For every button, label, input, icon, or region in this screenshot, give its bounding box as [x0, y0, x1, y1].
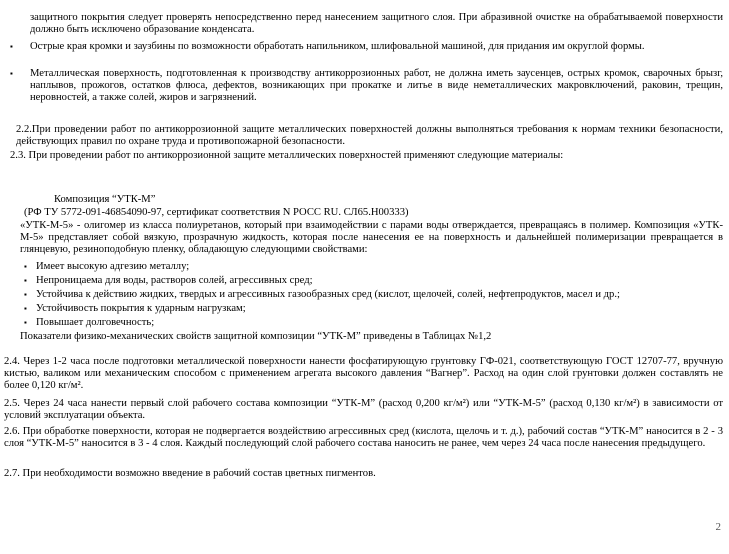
bullet-marker: ▪	[10, 42, 13, 51]
composition-certificate: (РФ ТУ 5772-091-46854090-97, сертификат соответствия N РОСС RU. СЛ65.Н00333)	[24, 207, 409, 218]
property-item: Повышает долговечность;	[36, 317, 155, 328]
property-item: Имеет высокую адгезию металлу;	[36, 261, 190, 272]
property-item: Устойчива к действию жидких, твердых и агрессивных газообразных сред (кислот, щелочей, солей, нефтепродуктов, масел и др.;	[36, 289, 620, 300]
section-2-2: 2.2.При проведении работ по антикоррозионной защите металлических поверхностей должны выполняться требования к нормам техники безопасности, действующих правил по охране труда и противопожарной безопасности.	[16, 124, 723, 148]
bullet-marker: ▪	[24, 318, 27, 327]
bullet-marker: ▪	[24, 276, 27, 285]
intro-bullet-1: Острые края кромки и заузбины по возможности обработать напильником, шлифовальной машиной, для придания им округлой формы.	[30, 41, 645, 52]
property-item: Непроницаема для воды, растворов солей, агрессивных сред;	[36, 275, 313, 286]
composition-description: «УТК-М-5» - олигомер из класса полиуретанов, который при взаимодействии с парами воды отверждается, превращаясь в полимер. Композиция «УТК-М-5» представляет собой вязкую, прозрачную жидкость, которая после нанесения ее на поверхность и дальнейшей полимеризации превращается в глянцевую, резиноподобную пленку, обладающую следующими свойствами:	[20, 220, 723, 256]
composition-title: Композиция “УТК-М”	[54, 194, 156, 205]
tables-note: Показатели физико-механических свойств защитной композиции “УТК-М” приведены в Таблицах №1,2	[20, 331, 492, 342]
step-2-4: 2.4. Через 1-2 часа после подготовки металлической поверхности нанести фосфатирующую грунтовку ГФ-021, соответствующую ГОСТ 12707-77, вручную кистью, валиком или механическим способом с применением агрегата высокого давления “Вагнер”. Расход на один слой грунтовки должен составлять не более 0,120 кг/м².	[4, 356, 723, 392]
bullet-marker: ▪	[24, 290, 27, 299]
bullet-marker: ▪	[10, 69, 13, 78]
page-number: 2	[715, 521, 721, 533]
bullet-marker: ▪	[24, 304, 27, 313]
property-item: Устойчивость покрытия к ударным нагрузкам;	[36, 303, 246, 314]
intro-bullet-2: Металлическая поверхность, подготовленная к производству антикоррозионных работ, не должна иметь заусенцев, острых кромок, сварочных брызг, наплывов, прожогов, остатков флюса, дефектов, возникающих при прокатке и литье в виде неметаллических макровключений, раковин, трещин, неровностей, а также солей, жиров и загрязнений.	[30, 68, 723, 104]
intro-continuation: защитного покрытия следует проверять непосредственно перед нанесением защитного слоя. При абразивной очистке на обрабатываемой поверхности должно быть исключено образование конденсата.	[30, 12, 723, 36]
section-2-3: 2.3. При проведении работ по антикоррозионной защите металлических поверхностей применяют следующие материалы:	[10, 150, 564, 161]
step-2-6: 2.6. При обработке поверхности, которая не подвергается воздействию агрессивных сред (кислота, щелочь и т. д.), рабочий состав “УТК-М” наносится в 2 - 3 слоя “УТК-М-5” наносится в 3 - 4 слоя. Каждый последующий слой рабочего состава наносить не ранее, чем через 24 часа после нанесения предыдущего.	[4, 426, 723, 450]
step-2-7: 2.7. При необходимости возможно введение в рабочий состав цветных пигментов.	[4, 468, 376, 479]
bullet-marker: ▪	[24, 262, 27, 271]
step-2-5: 2.5. Через 24 часа нанести первый слой рабочего состава композиции “УТК-М” (расход 0,200 кг/м²) или “УТК-М-5” (расход 0,130 кг/м²) в зависимости от условий эксплуатации объекта.	[4, 398, 723, 422]
